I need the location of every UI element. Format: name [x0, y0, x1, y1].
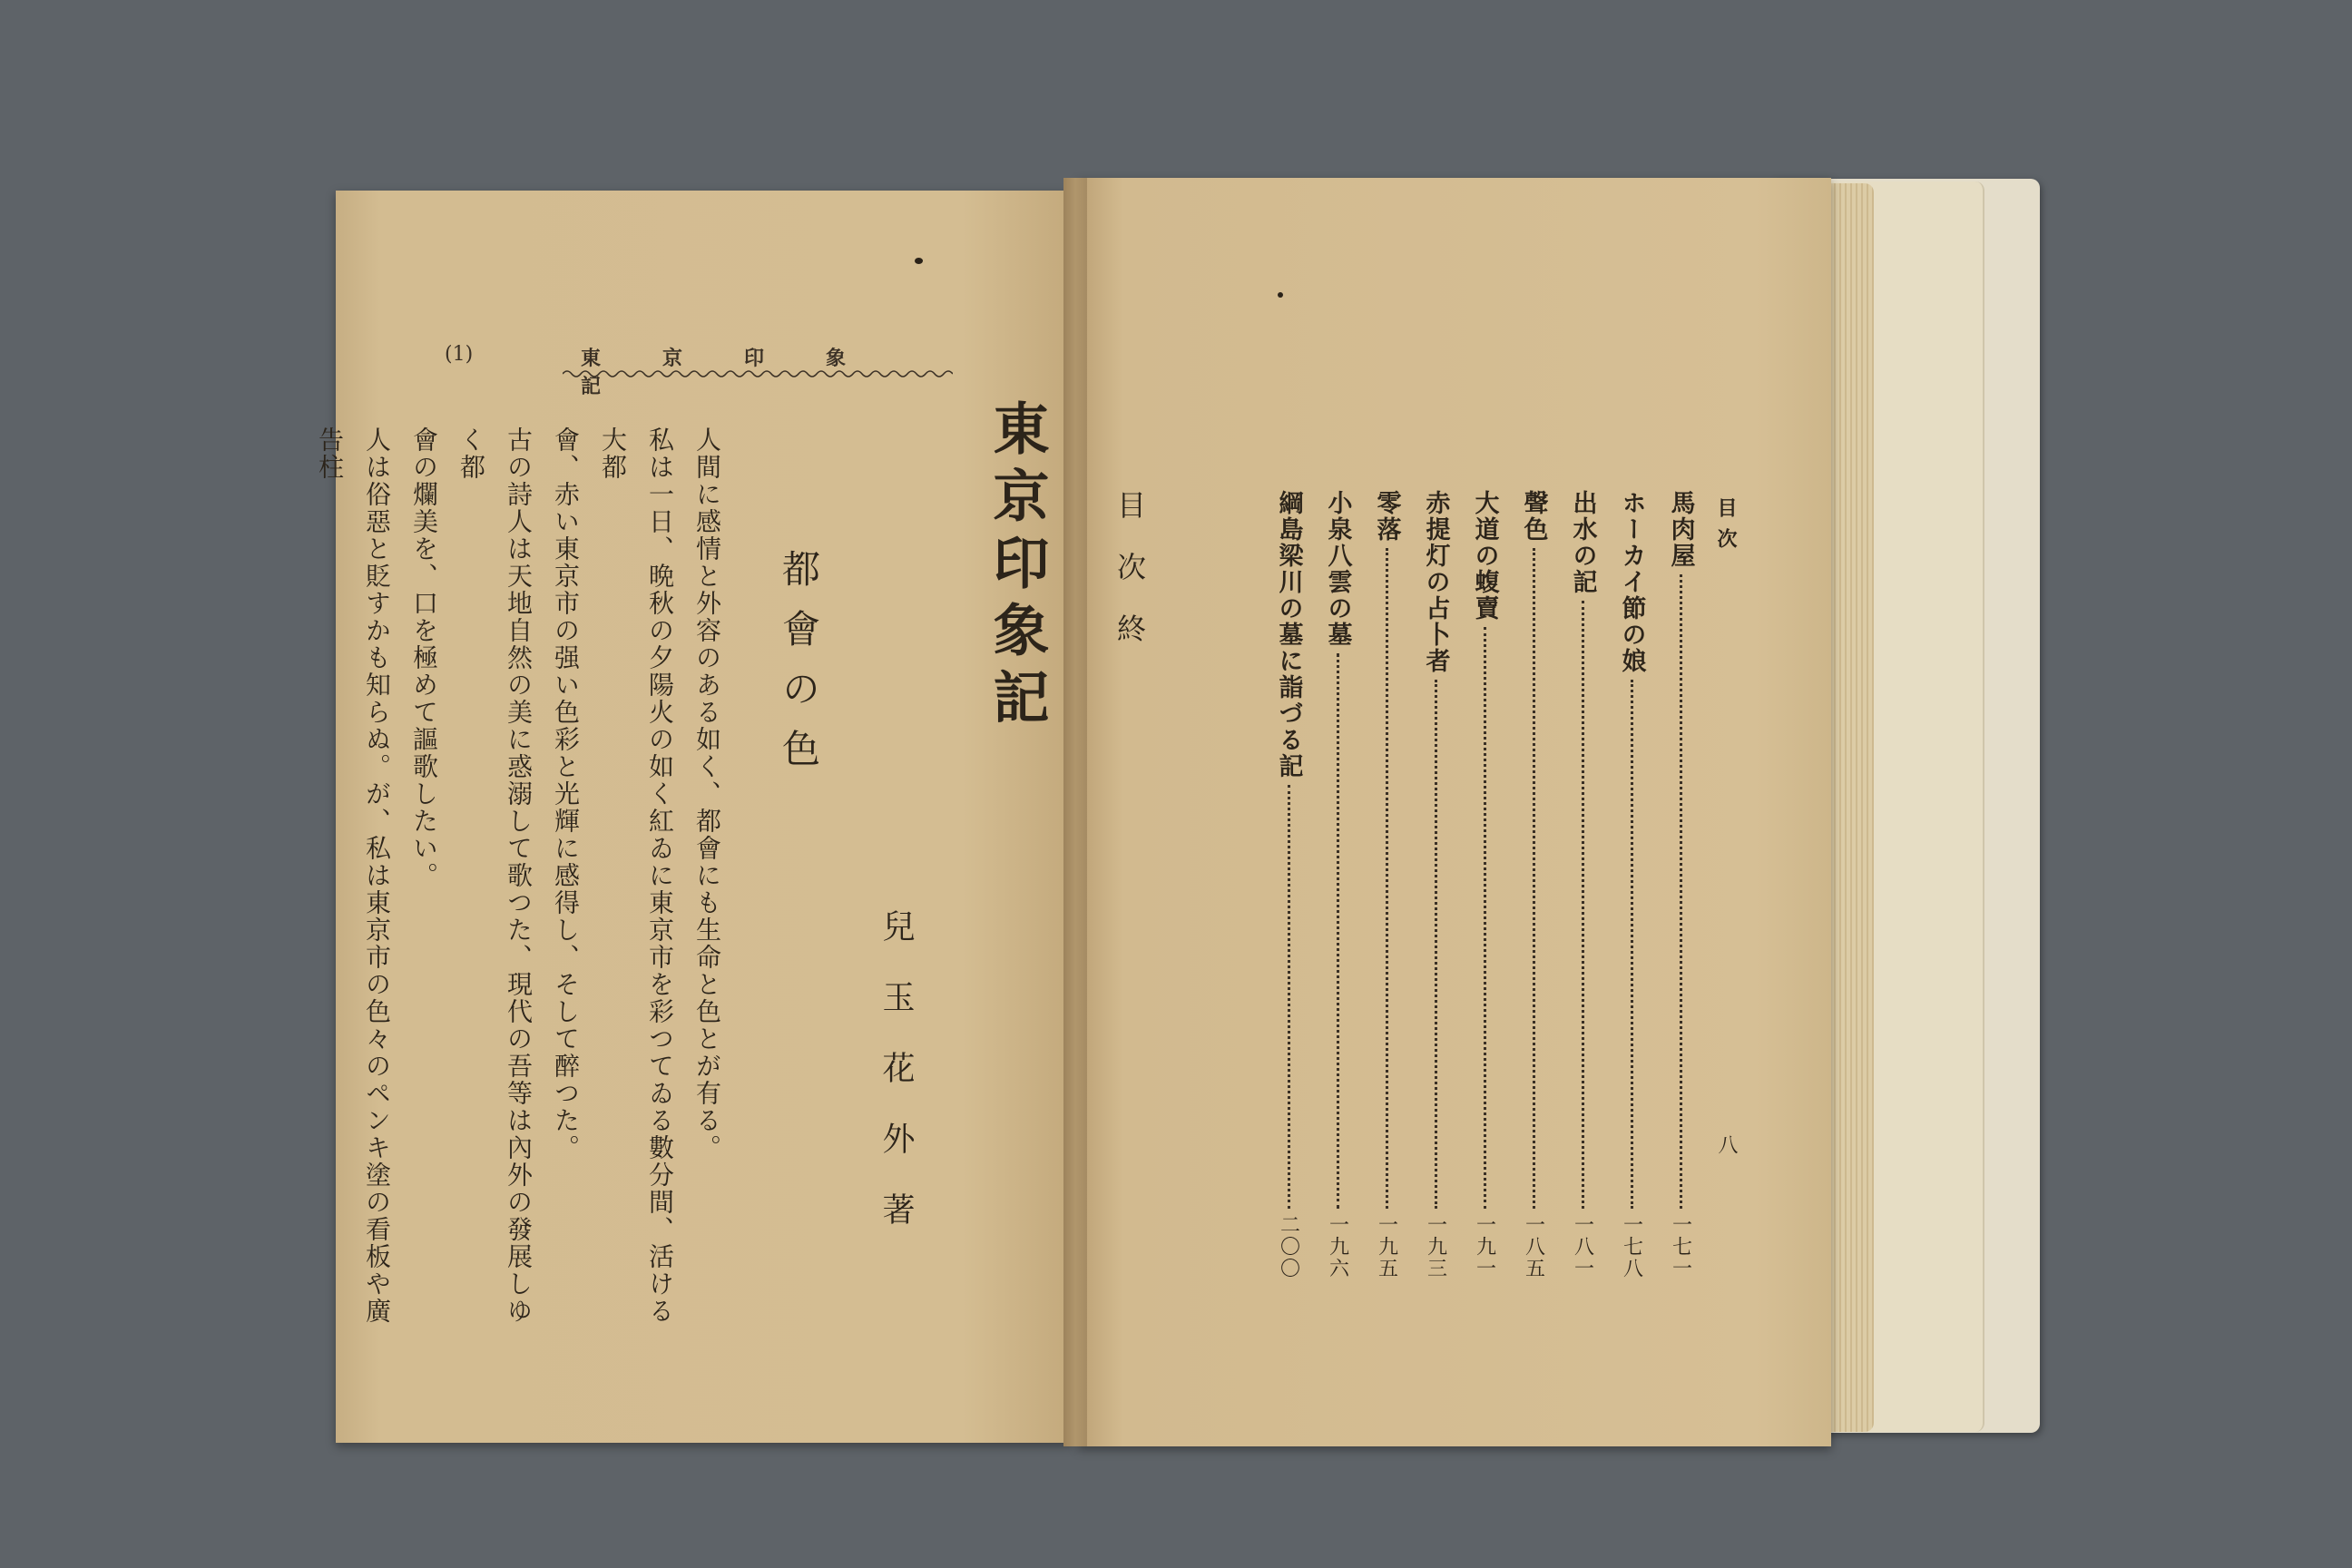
toc-leader-dots: [1680, 574, 1682, 1209]
body-line: 私は一日、晩秋の夕陽火の如く紅ゐに東京市を彩つてゐる數分間、活ける大都: [598, 426, 675, 1325]
toc-entry-page: 一九五: [1375, 1214, 1398, 1279]
toc-entry-title: 綱島梁川の墓に詣づる記: [1274, 490, 1303, 779]
body-line: 人は俗惡と貶すかも知らぬ。が、私は東京市の色々のペンキ塗の看板や廣告柱: [315, 426, 392, 1325]
toc-entry-page: 一九一: [1473, 1214, 1496, 1279]
body-line: 人間に感情と外容のある如く、都會にも生命と色とが有る。: [692, 426, 722, 1161]
toc-end-suffix: 終: [1112, 613, 1147, 642]
body-line: 會、赤い東京市の强い色彩と光輝に感得し、そして醉つた。: [551, 426, 581, 1161]
toc-entry-page: 一七八: [1620, 1214, 1643, 1279]
toc-leader-dots: [1631, 680, 1633, 1209]
toc-entry-title: ホーカイ節の娘: [1617, 490, 1646, 674]
toc-leader-dots: [1288, 785, 1290, 1209]
author-byline: 兒玉花外著: [877, 909, 915, 1263]
body-line: 會の爛美を、口を極めて謳歌したい。: [409, 426, 439, 889]
toc-list: [1252, 490, 1699, 1279]
toc-entry[interactable]: [1368, 490, 1405, 1279]
toc-entry-title: 出水の記: [1568, 490, 1597, 595]
toc-entry[interactable]: [1270, 490, 1307, 1279]
toc-entry-page: 一九六: [1326, 1214, 1349, 1279]
toc-entry-title: 小泉八雲の墓: [1323, 490, 1352, 648]
book-gutter: [1063, 178, 1087, 1446]
toc-entry-page: 二〇〇: [1277, 1214, 1300, 1279]
toc-leader-dots: [1386, 548, 1388, 1209]
toc-page-number: 八: [1715, 1134, 1738, 1154]
toc-entry-title: 零落: [1372, 490, 1401, 543]
toc-entry[interactable]: [1662, 490, 1699, 1279]
wavy-rule: [563, 368, 953, 379]
toc-end-label: 目次: [1112, 490, 1147, 613]
toc-entry-page: 一八一: [1571, 1214, 1594, 1279]
toc-end-marker: [1109, 490, 1151, 642]
toc-entry-title: 聲色: [1519, 490, 1548, 543]
toc-leader-dots: [1337, 653, 1339, 1209]
toc-entry[interactable]: [1417, 490, 1454, 1279]
ink-speck: [1278, 292, 1283, 298]
toc-leader-dots: [1435, 680, 1437, 1209]
running-header-title: 東京印象記: [581, 347, 908, 398]
toc-leader-dots: [1582, 601, 1584, 1209]
body-line: 古の詩人は天地自然の美に惑溺して歌つた、現代の吾等は內外の發展しゆく都: [456, 426, 534, 1325]
running-header: [445, 343, 953, 398]
toc-entry[interactable]: [1613, 490, 1650, 1279]
book-title: 東京印象記: [984, 399, 1050, 735]
toc-entry-title: 馬肉屋: [1666, 490, 1695, 569]
toc-entry[interactable]: [1466, 490, 1503, 1279]
running-header-page-number: (1): [445, 343, 474, 366]
toc-entry-page: 一九三: [1424, 1214, 1447, 1279]
toc-entry[interactable]: [1515, 490, 1552, 1279]
toc-entry[interactable]: [1564, 490, 1601, 1279]
toc-entry-page: 一八五: [1522, 1214, 1545, 1279]
toc-entry[interactable]: [1319, 490, 1356, 1279]
ink-speck: [915, 258, 923, 264]
toc-entry-page: 一七一: [1669, 1214, 1692, 1279]
body-text: [315, 426, 730, 1343]
toc-entry-title: 赤提灯の占卜者: [1421, 490, 1450, 674]
toc-entry-title: 大道の蝮賣: [1470, 490, 1499, 622]
toc-leader-dots: [1533, 548, 1535, 1209]
chapter-title: 都會の色: [777, 549, 821, 789]
toc-leader-dots: [1484, 627, 1486, 1209]
toc-header: 目次: [1714, 497, 1738, 559]
